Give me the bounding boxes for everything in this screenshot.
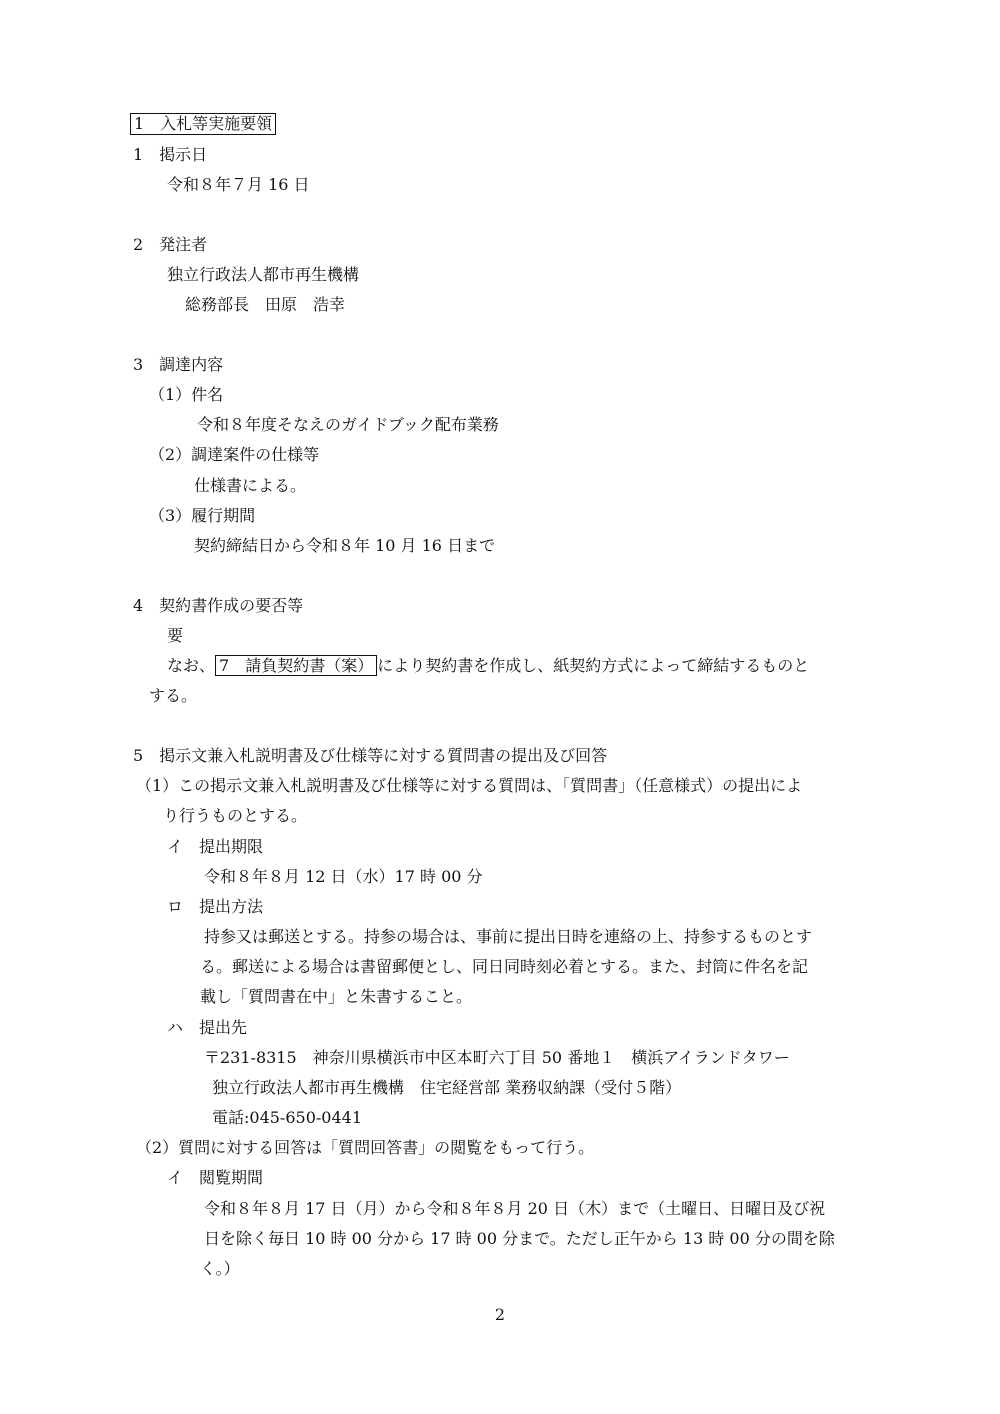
deadline-heading: イ 提出期限 <box>167 837 264 856</box>
method-text-2: る。郵送による場合は書留郵便とし、同日同時刻必着とする。また、封筒に件名を記 <box>200 957 809 976</box>
item-2-heading: 2 発注者 <box>133 235 208 254</box>
posting-date: 令和８年７月 16 日 <box>167 175 310 194</box>
method-text-3: 載し「質問書在中」と朱書すること。 <box>200 987 473 1006</box>
contract-note-line <box>167 656 809 676</box>
destination-heading: ハ 提出先 <box>167 1018 248 1037</box>
section-title: 1 入札等実施要領 <box>130 113 276 135</box>
subitem-3-2: （2）調達案件の仕様等 <box>149 445 320 464</box>
specification-text: 仕様書による。 <box>194 476 307 495</box>
destination-phone: 電話:045-650-0441 <box>212 1108 363 1127</box>
viewing-text-2: 日を除く毎日 10 時 00 分から 17 時 00 分まで。ただし正午から 13 時 00 分の間を除 <box>204 1229 835 1248</box>
subitem-5-2: （2）質問に対する回答は「質問回答書」の閲覧をもって行う。 <box>136 1138 595 1157</box>
contract-note-end: する。 <box>149 686 198 705</box>
project-name: 令和８年度そなえのガイドブック配布業務 <box>197 415 499 434</box>
item-3-heading: 3 調達内容 <box>133 355 224 374</box>
subitem-3-1: （1）件名 <box>149 385 224 404</box>
item-4-heading: 4 契約書作成の要否等 <box>133 596 304 615</box>
viewing-text-1: 令和８年８月 17 日（月）から令和８年８月 20 日（木）まで（土曜日、日曜日及び祝 <box>204 1199 826 1218</box>
page-number: 2 <box>494 1305 506 1324</box>
subitem-5-1-cont: り行うものとする。 <box>163 806 308 825</box>
viewing-heading: イ 閲覧期間 <box>167 1168 264 1187</box>
contract-note-suffix: により契約書を作成し、紙契約方式によって締結するものと <box>377 656 810 675</box>
required-text: 要 <box>167 626 184 645</box>
viewing-text-3: く。） <box>200 1259 240 1278</box>
destination-address: 〒231-8315 神奈川県横浜市中区本町六丁目 50 番地１ 横浜アイランドタワー <box>204 1048 790 1067</box>
performance-period: 契約締結日から令和８年 10 月 16 日まで <box>194 536 496 555</box>
contract-note-prefix: なお、 <box>167 656 216 675</box>
orderer-person: 総務部長 田原 浩幸 <box>185 295 346 314</box>
subitem-5-1: （1）この掲示文兼入札説明書及び仕様等に対する質問は、「質問書」（任意様式）の提出によ <box>136 776 803 795</box>
deadline-text: 令和８年８月 12 日（水）17 時 00 分 <box>204 867 483 886</box>
item-5-heading: 5 掲示文兼入札説明書及び仕様等に対する質問書の提出及び回答 <box>133 746 608 765</box>
contract-reference-box: 7 請負契約書（案） <box>215 655 377 676</box>
orderer-organization: 独立行政法人都市再生機構 <box>167 265 360 284</box>
destination-office: 独立行政法人都市再生機構 住宅経営部 業務収納課（受付５階） <box>212 1078 682 1097</box>
item-1-heading: 1 掲示日 <box>133 145 208 164</box>
method-text-1: 持参又は郵送とする。持参の場合は、事前に提出日時を連絡の上、持参するものとす <box>204 927 813 946</box>
subitem-3-3: （3）履行期間 <box>149 506 256 525</box>
method-heading: ロ 提出方法 <box>167 897 264 916</box>
